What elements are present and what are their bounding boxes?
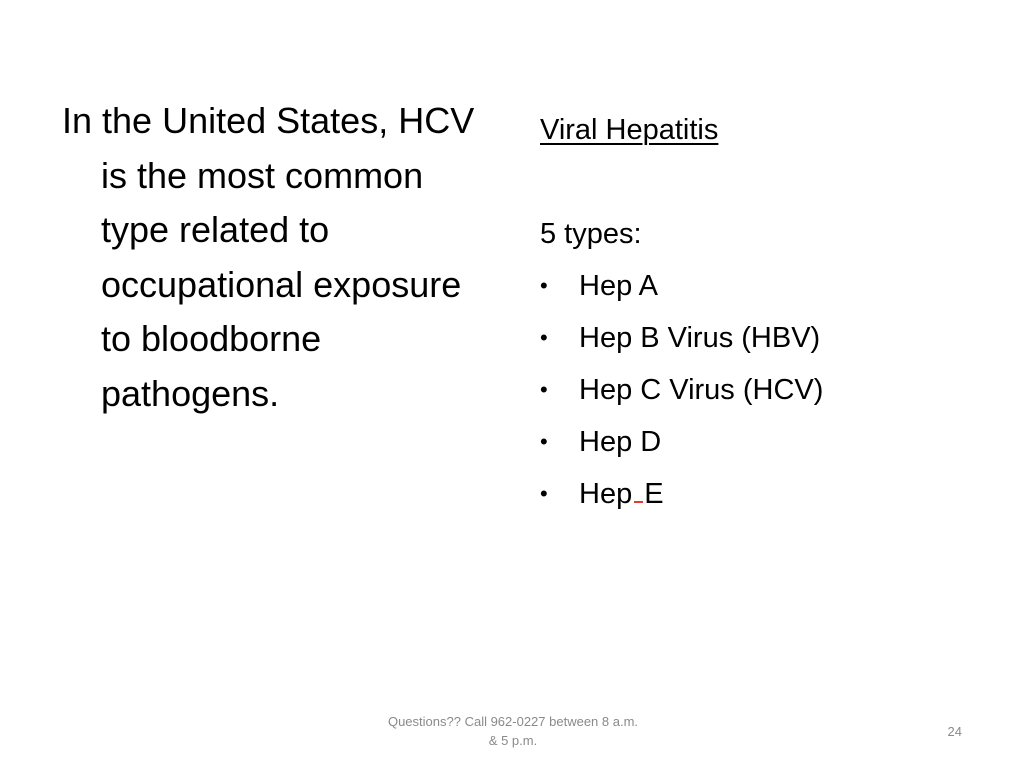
list-item-label-suffix: E: [644, 478, 664, 510]
list-item-label: Hep: [579, 478, 633, 510]
list-item: [540, 260, 960, 312]
list-item-label: Hep B Virus (HBV): [579, 322, 821, 354]
list-item: [540, 364, 960, 416]
hepatitis-types-list: [540, 260, 960, 520]
bullet-icon: •: [540, 325, 548, 350]
list-item-label: Hep C Virus (HCV): [579, 374, 824, 406]
bullet-icon: •: [540, 429, 548, 454]
right-text-block: [540, 104, 960, 520]
footer-note: [340, 712, 686, 750]
left-paragraph: In the United States, HCV is the most common type related to occupational exposure to bloodborne pathogens.: [62, 100, 475, 414]
list-item: [540, 416, 960, 468]
section-title: Viral Hepatitis: [540, 114, 719, 146]
bullet-icon: •: [540, 481, 548, 506]
footer-note-line-2: & 5 p.m.: [488, 733, 538, 748]
bullet-icon: •: [540, 273, 548, 298]
spellcheck-underscore-mark: [634, 481, 643, 503]
page-number: 24: [947, 724, 962, 739]
list-item: [540, 468, 960, 520]
list-item-label: Hep D: [579, 426, 662, 458]
list-item: [540, 312, 960, 364]
types-label: 5 types:: [540, 218, 642, 250]
list-item-label: Hep A: [579, 270, 658, 302]
blank-line: [540, 156, 960, 208]
left-text-block: [62, 94, 482, 421]
footer-note-line-1: Questions?? Call 962-0227 between 8 a.m.: [387, 714, 639, 729]
bullet-icon: •: [540, 377, 548, 402]
